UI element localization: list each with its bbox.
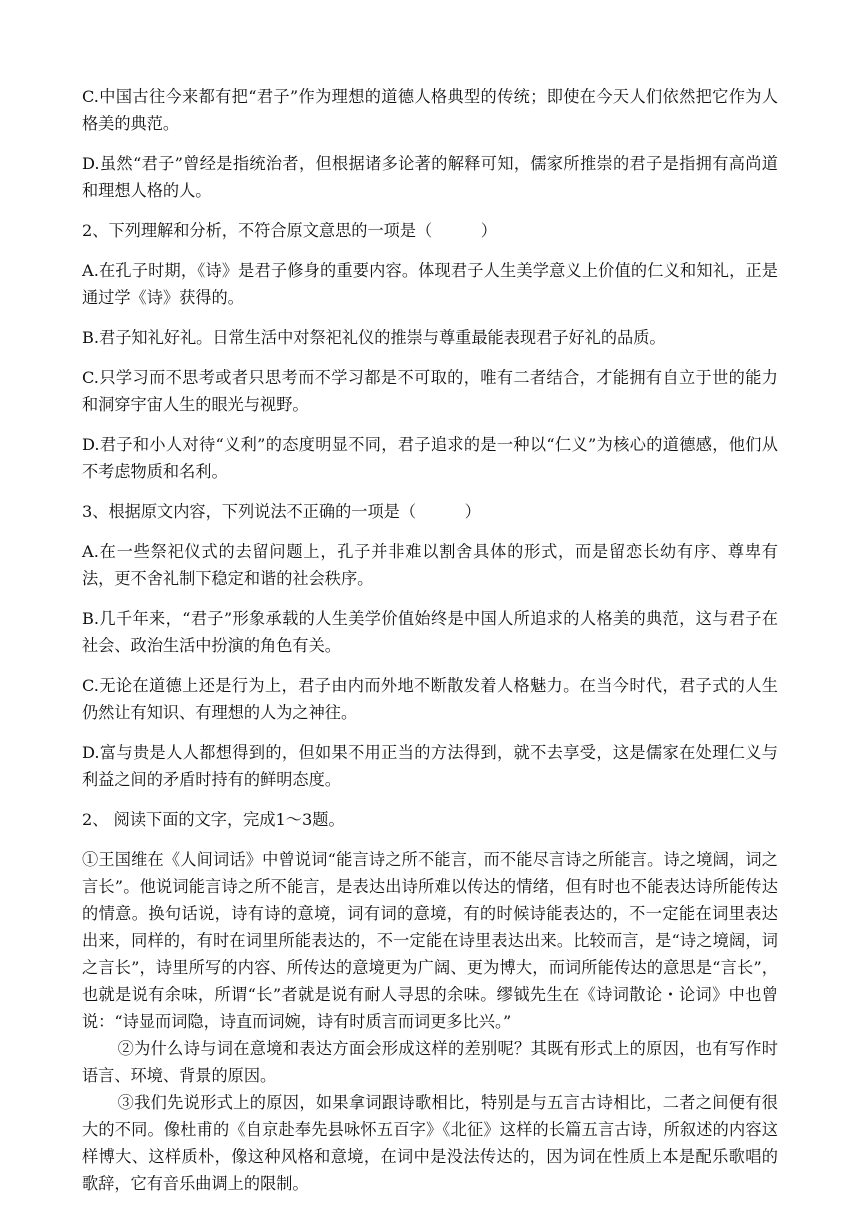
- q3-option-c: C.无论在道德上还是行为上，君子由内而外地不断散发着人格魅力。在当今时代，君子式的人生仍然让有知识、有理想的人为之神往。: [82, 676, 778, 722]
- q3-option-d: D.富与贵是人人都想得到的，但如果不用正当的方法得到，就不去享受，这是儒家在处理仁义与利益之间的矛盾时持有的鲜明态度。: [82, 743, 778, 789]
- passage-paragraph-1: ①王国维在《人间词话》中曾说词“能言诗之所不能言，而不能尽言诗之所能言。诗之境阔，词之言长”。他说词能言诗之所不能言，是表达出诗所难以传达的情绪，但有时也不能表达诗所能传达的情意。换句话说，诗有诗的意境，词有词的意境，有的时候诗能表达的，不一定能在词里表达出来，同样的，有时在词里所能表达的，不一定能在诗里表达出来。比较而言，是“诗之境阔，词之言长”，诗里所写的内容、所传达的意境更为广阔、更为博大，而词所能传达的意思是“言长”，也就是说有余味，所谓“长”者就是说有耐人寻思的余味。缪钺先生在《诗词散论・论词》中也曾说：“诗显而词隐，诗直而词婉，诗有时质言而词更多比兴。”: [82, 850, 778, 1031]
- passage-paragraph-2: ②为什么诗与词在意境和表达方面会形成这样的差别呢？其既有形式上的原因，也有写作时语言、环境、背景的原因。: [82, 1039, 778, 1085]
- passage-paragraph-3: ③我们先说形式上的原因，如果拿词跟诗歌相比，特别是与五言古诗相比，二者之间便有很大的不同。像杜甫的《自京赴奉先县咏怀五百字》《北征》这样的长篇五言古诗，所叙述的内容这样博大、这样质朴，像这种风格和意境，在词中是没法传达的，因为词在性质上本是配乐歌唱的歌辞，它有音乐曲调上的限制。: [82, 1093, 778, 1193]
- q2-option-c: C.只学习而不思考或者只思考而不学习都是不可取的，唯有二者结合，才能拥有自立于世的能力和洞穿宇宙人生的眼光与视野。: [82, 368, 778, 414]
- q3-option-b: B.几千年来，“君子”形象承载的人生美学价值始终是中国人所追求的人格美的典范，这与君子在社会、政治生活中扮演的角色有关。: [82, 609, 778, 655]
- q2-stem: 2、下列理解和分析，不符合原文意思的一项是（ ）: [82, 221, 497, 240]
- q2-option-d: D.君子和小人对待“义利”的态度明显不同，君子追求的是一种以“仁义”为核心的道德感，他们从不考虑物质和名利。: [82, 435, 778, 481]
- section-2-heading: 2、 阅读下面的文字，完成1～3题。: [82, 810, 345, 829]
- q3-option-a: A.在一些祭祀仪式的去留问题上，孔子并非难以割舍具体的形式，而是留恋长幼有序、尊卑有法，更不舍礼制下稳定和谐的社会秩序。: [82, 542, 778, 588]
- document-body: [82, 83, 778, 1197]
- q2-option-b: B.君子知礼好礼。日常生活中对祭祀礼仪的推崇与尊重最能表现君子好礼的品质。: [82, 328, 666, 347]
- q1-option-d: D.虽然“君子”曾经是指统治者，但根据诸多论著的解释可知，儒家所推崇的君子是指拥有高尚道和理想人格的人。: [82, 154, 778, 200]
- q3-stem: 3、根据原文内容，下列说法不正确的一项是（ ）: [82, 502, 481, 521]
- q1-option-c: C.中国古往今来都有把“君子”作为理想的道德人格典型的传统；即使在今天人们依然把它作为人格美的典范。: [82, 87, 778, 133]
- q2-option-a: A.在孔子时期，《诗》是君子修身的重要内容。体现君子人生美学意义上价值的仁义和知礼，正是通过学《诗》获得的。: [82, 261, 778, 307]
